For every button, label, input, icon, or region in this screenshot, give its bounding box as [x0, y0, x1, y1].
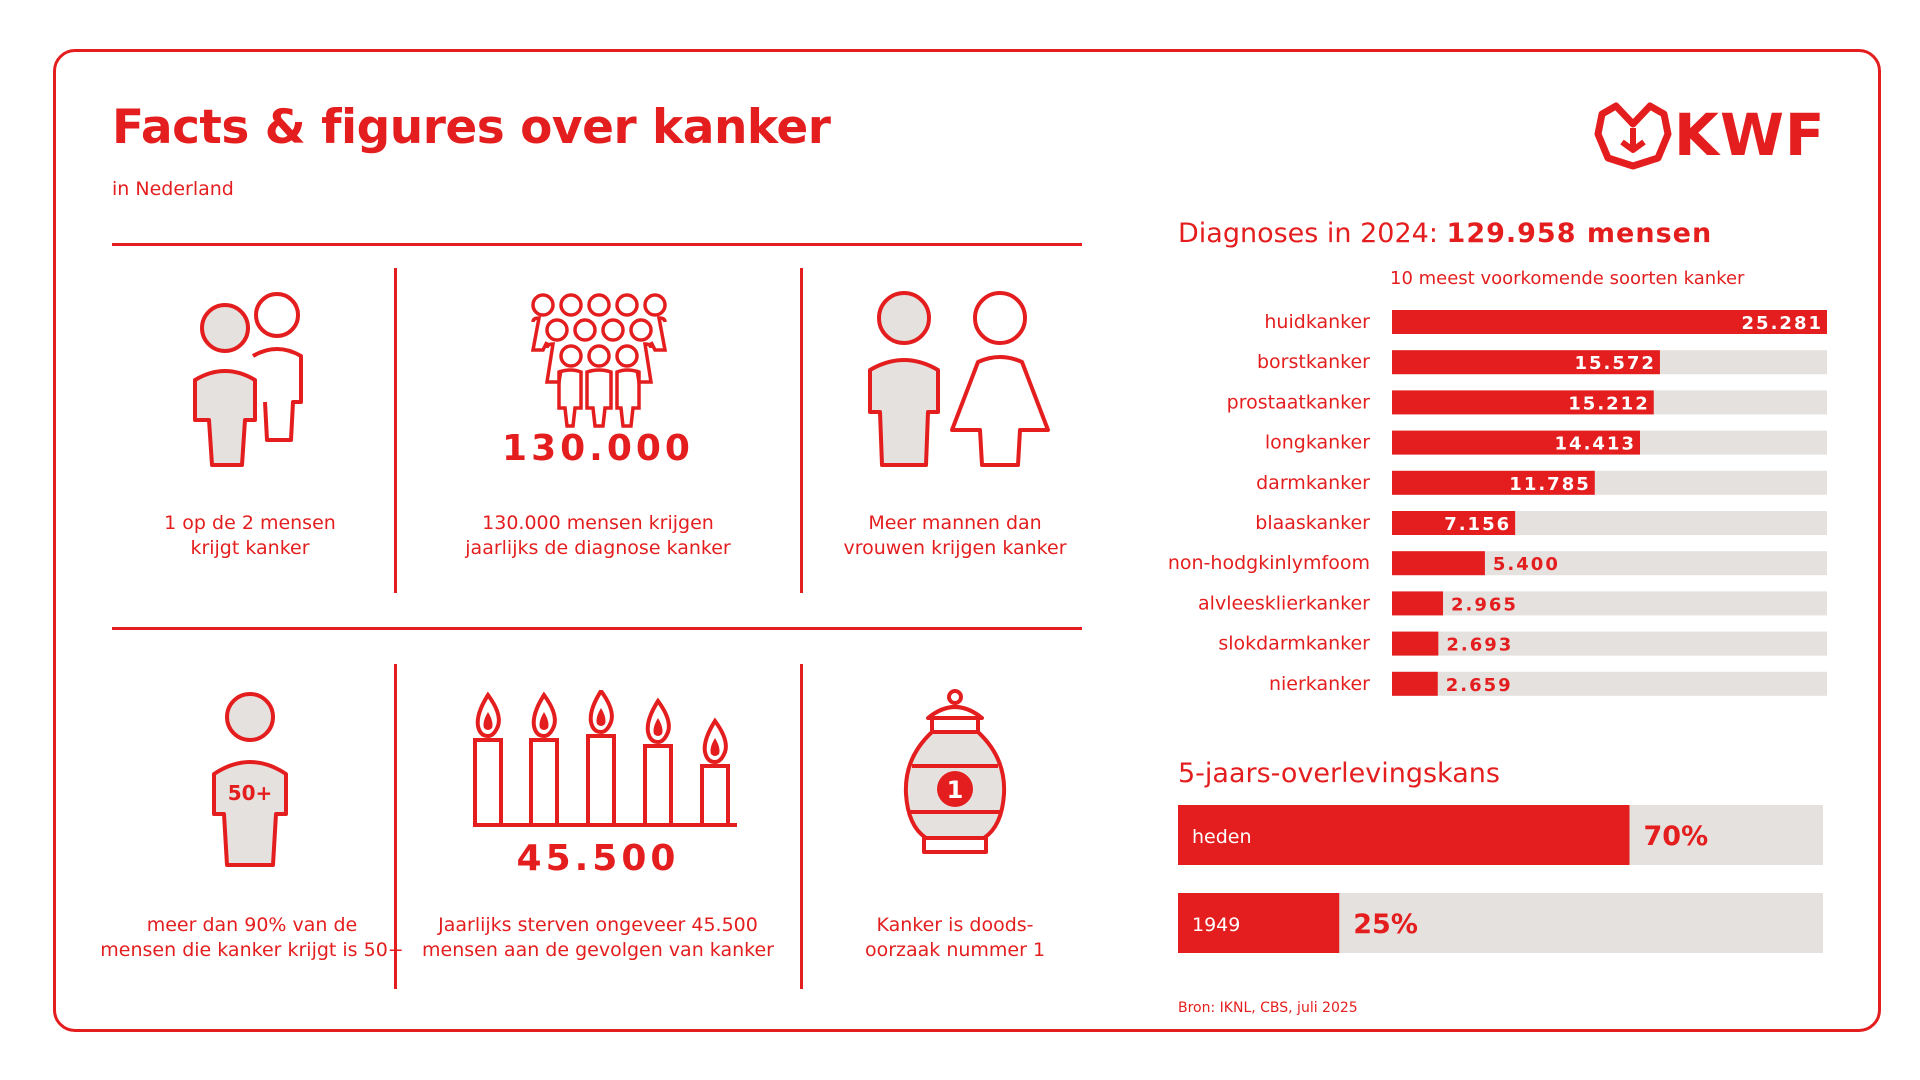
data-label: 25.281	[1741, 313, 1823, 334]
fact-text-line: krijgt kanker	[190, 537, 310, 559]
fact-text	[418, 913, 778, 963]
data-label: 11.785	[1509, 473, 1591, 495]
category-label: borstkanker	[1256, 351, 1370, 374]
diagnoses-total: 129.958 mensen	[1446, 218, 1713, 249]
category-label: nierkanker	[1268, 672, 1370, 695]
fact-text-line: mensen aan de gevolgen van kanker	[422, 939, 774, 961]
data-label: 14.413	[1554, 433, 1636, 455]
fact-text-line: Meer mannen dan	[868, 512, 1042, 534]
rank-badge: 1	[946, 776, 964, 804]
data-label: 15.212	[1568, 393, 1650, 415]
fact-text	[800, 913, 1110, 963]
fact-text-line: 130.000 mensen krijgen	[482, 512, 714, 534]
diagnoses-title-prefix: Diagnoses in 2024:	[1178, 218, 1447, 249]
data-label: 2.693	[1446, 634, 1514, 656]
man-woman-icon	[860, 290, 1060, 470]
diagnoses-subtitle: 10 meest voorkomende soorten kanker	[1390, 268, 1745, 289]
page-title: Facts & figures over kanker	[112, 100, 831, 155]
survival-bar-chart	[1178, 805, 1838, 965]
fact-text-line: vrouwen krijgen kanker	[843, 537, 1067, 559]
data-label: 2.659	[1445, 674, 1513, 696]
bar	[1392, 672, 1438, 696]
page-subtitle: in Nederland	[112, 178, 234, 200]
category-label: heden	[1192, 826, 1252, 848]
kwf-logo-mark-icon	[1594, 100, 1672, 170]
fact-text-line: jaarlijks de diagnose kanker	[465, 537, 731, 559]
category-label: huidkanker	[1264, 311, 1370, 333]
fact-text-line: meer dan 90% van de	[146, 914, 358, 936]
middle-divider	[112, 627, 1082, 630]
person-50plus-icon	[210, 690, 290, 870]
fact-text	[800, 511, 1110, 561]
candles-icon	[470, 690, 740, 830]
category-label: blaaskanker	[1255, 512, 1370, 534]
bar	[1392, 551, 1485, 575]
urn-icon	[900, 688, 1010, 863]
category-label: non-hodgkinlymfoom	[1167, 552, 1370, 575]
two-persons-icon	[185, 290, 315, 470]
fact-text-line: 1 op de 2 mensen	[164, 512, 336, 534]
fact-text	[443, 511, 753, 561]
fact-text-line: mensen die kanker krijgt is 50+	[100, 939, 404, 961]
kwf-logo-text: KWF	[1674, 101, 1826, 169]
data-label: 25%	[1353, 909, 1418, 940]
age-badge: 50+	[227, 781, 273, 805]
data-label: 70%	[1643, 821, 1709, 852]
category-label: longkanker	[1264, 431, 1370, 454]
fact-text-line: Kanker is doods-	[876, 914, 1034, 936]
source-note: Bron: IKNL, CBS, juli 2025	[1178, 1000, 1358, 1016]
bar	[1392, 632, 1438, 656]
category-label: 1949	[1192, 914, 1241, 936]
category-label: darmkanker	[1256, 471, 1370, 494]
fact-text	[82, 913, 422, 963]
data-label: 7.156	[1444, 514, 1512, 535]
category-label: slokdarmkanker	[1218, 632, 1370, 655]
survival-title: 5-jaars-overlevingskans	[1178, 758, 1500, 789]
crowd-icon	[525, 290, 675, 430]
diagnoses-bar-chart	[1100, 300, 1840, 710]
data-label: 5.400	[1492, 554, 1560, 576]
category-label: prostaatkanker	[1226, 391, 1370, 414]
fact-text-line: Jaarlijks sterven ongeveer 45.500	[438, 914, 758, 936]
fact-text-line: oorzaak nummer 1	[864, 939, 1046, 961]
fact-text	[95, 511, 405, 561]
fact-number: 45.500	[516, 838, 680, 879]
data-label: 2.965	[1451, 594, 1518, 616]
kwf-logo	[1594, 100, 1830, 170]
category-label: alvleesklierkanker	[1198, 592, 1370, 615]
top-divider	[112, 243, 1082, 246]
bar	[1392, 591, 1443, 615]
fact-number: 130.000	[502, 428, 694, 469]
data-label: 15.572	[1574, 353, 1656, 375]
diagnoses-title	[1178, 218, 1712, 249]
